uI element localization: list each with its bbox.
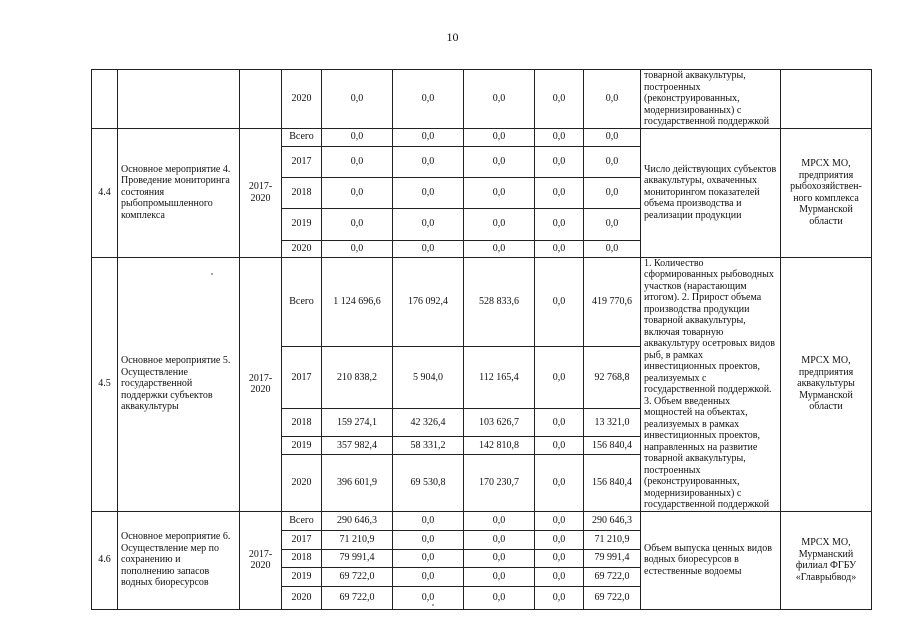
value-cell: 79 991,4 [584,549,641,567]
value-cell: 0,0 [464,208,535,240]
table-row [92,511,872,530]
value-cell: 0,0 [393,146,464,177]
value-cell: 0,0 [393,530,464,549]
year-cell: 2019 [282,437,322,455]
period-cell: 2017-2020 [240,128,282,257]
page-number: 10 [446,30,459,44]
activity-name [118,70,240,129]
year-cell: 2018 [282,177,322,208]
year-cell: Всего [282,128,322,146]
year-cell: 2020 [282,586,322,609]
value-cell: 0,0 [322,146,393,177]
value-cell: 0,0 [464,240,535,257]
value-cell: 0,0 [464,146,535,177]
value-cell: 156 840,4 [584,437,641,455]
value-cell: 0,0 [393,586,464,609]
value-cell: 13 321,0 [584,408,641,436]
year-cell: 2018 [282,549,322,567]
activity-name: Основное мероприятие 5. Осуществление государственной поддержки субъектов аквакультуры [118,257,240,511]
value-cell: 0,0 [535,347,584,408]
value-cell: 0,0 [393,177,464,208]
year-cell: 2019 [282,567,322,586]
year-cell: Всего [282,511,322,530]
table-row [92,70,872,129]
value-cell: 0,0 [464,549,535,567]
value-cell: 0,0 [464,567,535,586]
value-cell: 42 326,4 [393,408,464,436]
value-cell: 69 722,0 [322,567,393,586]
year-cell: 2017 [282,530,322,549]
value-cell: 0,0 [535,549,584,567]
value-cell: 210 838,2 [322,347,393,408]
indicator-cell: товарной аквакультуры, построенных (реконструированных, модернизированных) с государственной поддержкой [641,70,781,129]
value-cell: 0,0 [393,567,464,586]
year-cell: 2020 [282,454,322,511]
value-cell: 0,0 [535,257,584,347]
executor-cell [781,70,872,129]
value-cell: 0,0 [584,128,641,146]
scan-speck [432,604,434,606]
value-cell: 290 646,3 [584,511,641,530]
table-row [92,128,872,146]
value-cell: 0,0 [322,240,393,257]
scan-speck [211,273,213,275]
value-cell: 0,0 [535,586,584,609]
value-cell: 69 530,8 [393,454,464,511]
value-cell: 79 991,4 [322,549,393,567]
value-cell: 0,0 [393,128,464,146]
value-cell: 0,0 [393,549,464,567]
value-cell: 0,0 [322,128,393,146]
value-cell: 0,0 [464,530,535,549]
value-cell: 103 626,7 [464,408,535,436]
activity-name: Основное мероприятие 6. Осуществление мер по сохранению и пополнению запасов водных биоресурсов [118,511,240,609]
row-number [92,70,118,129]
value-cell: 0,0 [584,208,641,240]
value-cell: 0,0 [322,177,393,208]
indicator-cell: Число действующих субъектов аквакультуры, охваченных мониторингом показателей объема производства и реализации продукции [641,128,781,257]
value-cell: 419 770,6 [584,257,641,347]
value-cell: 69 722,0 [584,567,641,586]
value-cell: 0,0 [535,177,584,208]
value-cell: 0,0 [535,437,584,455]
value-cell: 0,0 [535,240,584,257]
value-cell: 92 768,8 [584,347,641,408]
value-cell: 170 230,7 [464,454,535,511]
executor-cell: МРСХ МО, Мурманский филиал ФГБУ «Главрыбвод» [781,511,872,609]
value-cell: 0,0 [393,240,464,257]
value-cell: 0,0 [535,408,584,436]
period-cell: 2017-2020 [240,511,282,609]
year-cell: 2020 [282,240,322,257]
value-cell: 0,0 [584,146,641,177]
value-cell: 0,0 [584,177,641,208]
value-cell: 176 092,4 [393,257,464,347]
indicator-cell: Объем выпуска ценных видов водных биоресурсов в естественные водоемы [641,511,781,609]
value-cell: 396 601,9 [322,454,393,511]
value-cell: 0,0 [322,208,393,240]
value-cell: 0,0 [535,146,584,177]
value-cell: 0,0 [535,70,584,129]
value-cell: 528 833,6 [464,257,535,347]
value-cell: 290 646,3 [322,511,393,530]
value-cell: 0,0 [464,177,535,208]
row-number: 4.4 [92,128,118,257]
row-number: 4.6 [92,511,118,609]
value-cell: 0,0 [322,70,393,129]
value-cell: 71 210,9 [322,530,393,549]
value-cell: 112 165,4 [464,347,535,408]
value-cell: 0,0 [535,567,584,586]
value-cell: 0,0 [464,128,535,146]
year-cell: 2017 [282,347,322,408]
value-cell: 159 274,1 [322,408,393,436]
row-number: 4.5 [92,257,118,511]
year-cell: 2020 [282,70,322,129]
value-cell: 0,0 [464,511,535,530]
value-cell: 142 810,8 [464,437,535,455]
value-cell: 0,0 [535,128,584,146]
year-cell: 2018 [282,408,322,436]
value-cell: 0,0 [584,70,641,129]
value-cell: 357 982,4 [322,437,393,455]
value-cell: 0,0 [584,240,641,257]
value-cell: 0,0 [535,530,584,549]
activity-name: Основное мероприятие 4. Проведение мониторинга состояния рыбопромышленного комплекса [118,128,240,257]
table-row [92,257,872,347]
value-cell: 156 840,4 [584,454,641,511]
value-cell: 0,0 [464,586,535,609]
value-cell: 58 331,2 [393,437,464,455]
value-cell: 71 210,9 [584,530,641,549]
value-cell: 0,0 [393,70,464,129]
value-cell: 0,0 [535,454,584,511]
value-cell: 0,0 [464,70,535,129]
period-cell: 2017-2020 [240,257,282,511]
indicator-cell: 1. Количество сформированных рыбоводных участков (нарастающим итогом). 2. Прирост объема производства продукции товарной аквакультуры, включая товарную аквакультуру осетровых видов рыб, в рамках инвестиционных проектов, реализуемых с государственной поддержкой. 3. Объем введенных мощностей на объектах, реализуемых в рамках инвестиционных проектов, направленных на развитие товарной аквакультуры, построенных (реконструированных, модернизированных) с государственной поддержкой [641,257,781,511]
executor-cell: МРСХ МО, предприятия аквакультуры Мурманской области [781,257,872,511]
value-cell: 69 722,0 [322,586,393,609]
program-table [91,69,872,610]
value-cell: 0,0 [393,208,464,240]
year-cell: Всего [282,257,322,347]
executor-cell: МРСХ МО, предприятия рыбохозяйствен-ного комплекса Мурманской области [781,128,872,257]
period-cell [240,70,282,129]
year-cell: 2017 [282,146,322,177]
year-cell: 2019 [282,208,322,240]
value-cell: 0,0 [393,511,464,530]
value-cell: 69 722,0 [584,586,641,609]
value-cell: 1 124 696,6 [322,257,393,347]
value-cell: 5 904,0 [393,347,464,408]
value-cell: 0,0 [535,511,584,530]
value-cell: 0,0 [535,208,584,240]
